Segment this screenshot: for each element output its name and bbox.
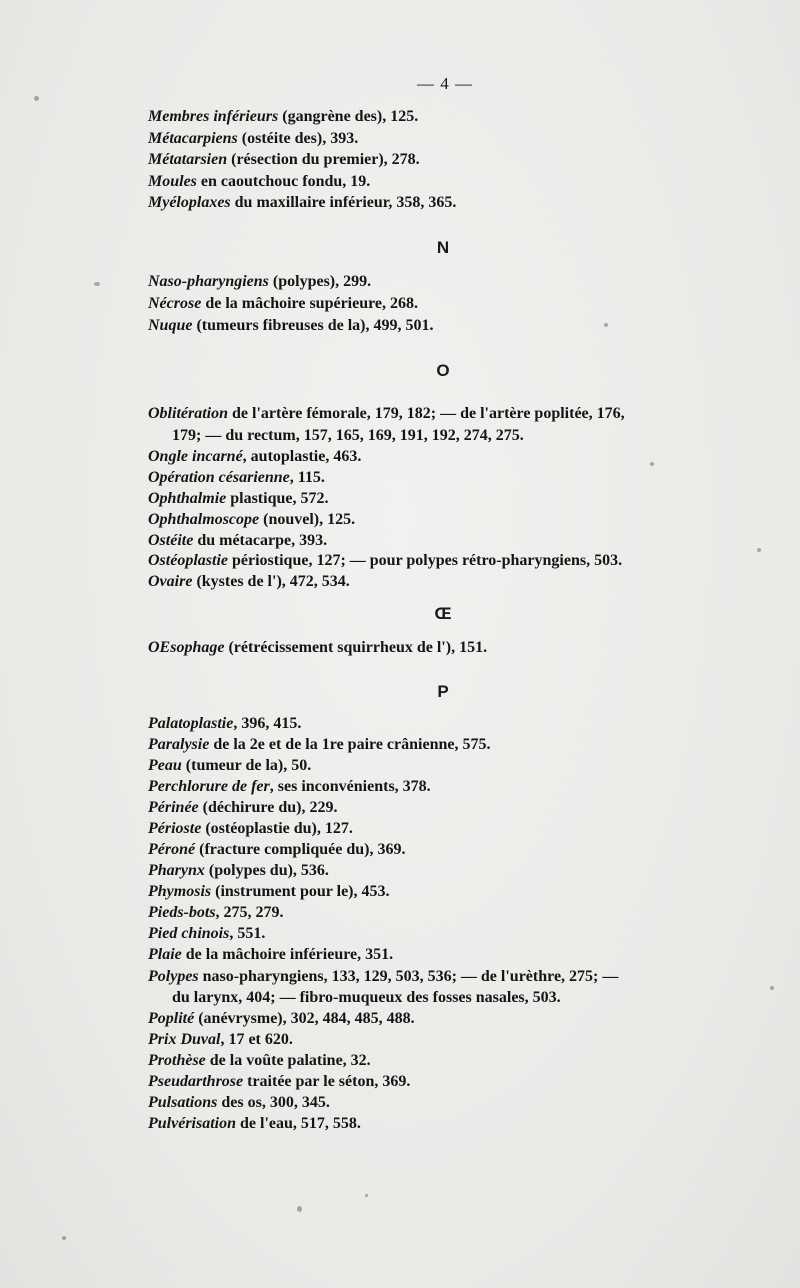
index-entry: Naso-pharyngiens (polypes), 299.	[148, 273, 372, 290]
index-entry: Polypes naso-pharyngiens, 133, 129, 503, 536; — de l'urèthre, 275; —	[148, 968, 619, 985]
index-entry-continuation: du larynx, 404; — fibro-muqueux des fosses nasales, 503.	[172, 989, 561, 1006]
page-number: — 4 —	[417, 74, 473, 93]
index-entry: Prothèse de la voûte palatine, 32.	[148, 1052, 371, 1069]
section-letter-p: P	[437, 682, 449, 701]
index-entry: Palatoplastie, 396, 415.	[148, 715, 302, 732]
index-entry: Membres inférieurs (gangrène des), 125.	[148, 108, 419, 125]
index-entry: Périnée (déchirure du), 229.	[148, 799, 338, 816]
index-entry: Ongle incarné, autoplastie, 463.	[148, 448, 362, 465]
index-entry: Métacarpiens (ostéite des), 393.	[148, 130, 359, 147]
index-entry: OEsophage (rétrécissement squirrheux de l'), 151.	[148, 639, 488, 656]
scan-speck	[650, 462, 654, 466]
index-entry: Pseudarthrose traitée par le séton, 369.	[148, 1073, 411, 1090]
index-entry: Myéloplaxes du maxillaire inférieur, 358, 365.	[148, 194, 457, 211]
index-entry: Ophthalmoscope (nouvel), 125.	[148, 511, 356, 528]
section-letter-n: N	[436, 238, 450, 257]
index-entry: Oblitération de l'artère fémorale, 179, 182; — de l'artère poplitée, 176,	[148, 405, 625, 422]
scan-speck	[770, 986, 774, 990]
index-entry: Pulvérisation de l'eau, 517, 558.	[148, 1115, 361, 1132]
scan-speck	[62, 1236, 66, 1240]
index-entry: Prix Duval, 17 et 620.	[148, 1031, 293, 1048]
index-entry: Plaie de la mâchoire inférieure, 351.	[148, 946, 394, 963]
index-entry: Pieds-bots, 275, 279.	[148, 904, 284, 921]
scan-speck	[297, 1206, 302, 1212]
index-entry: Périoste (ostéoplastie du), 127.	[148, 820, 353, 837]
index-entry: Moules en caoutchouc fondu, 19.	[148, 173, 371, 190]
section-letter-o: O	[436, 361, 450, 380]
index-entry: Nuque (tumeurs fibreuses de la), 499, 501.	[148, 317, 434, 334]
index-entry: Métatarsien (résection du premier), 278.	[148, 151, 420, 168]
scan-speck	[757, 548, 761, 552]
index-entry: Pulsations des os, 300, 345.	[148, 1094, 330, 1111]
index-entry-continuation: 179; — du rectum, 157, 165, 169, 191, 192, 274, 275.	[172, 427, 524, 444]
scan-speck	[94, 282, 100, 286]
index-entry: Ostéoplastie périostique, 127; — pour polypes rétro-pharyngiens, 503.	[148, 552, 623, 569]
index-entry: Nécrose de la mâchoire supérieure, 268.	[148, 295, 419, 312]
index-entry: Ovaire (kystes de l'), 472, 534.	[148, 573, 350, 590]
index-entry: Phymosis (instrument pour le), 453.	[148, 883, 390, 900]
scan-speck	[365, 1194, 368, 1197]
index-entry: Peau (tumeur de la), 50.	[148, 757, 312, 774]
index-entry: Péroné (fracture compliquée du), 369.	[148, 841, 406, 858]
index-entry: Pied chinois, 551.	[148, 925, 266, 942]
index-entry: Paralysie de la 2e et de la 1re paire crânienne, 575.	[148, 736, 491, 753]
scan-speck	[604, 323, 608, 327]
index-entry: Opération césarienne, 115.	[148, 469, 325, 486]
index-entry: Ostéite du métacarpe, 393.	[148, 532, 328, 549]
index-entry: Poplité (anévrysme), 302, 484, 485, 488.	[148, 1010, 415, 1027]
section-letter-oe: Œ	[434, 604, 452, 623]
index-entry: Pharynx (polypes du), 536.	[148, 862, 329, 879]
index-entry: Ophthalmie plastique, 572.	[148, 490, 329, 507]
scan-speck	[34, 96, 39, 101]
index-entry: Perchlorure de fer, ses inconvénients, 378.	[148, 778, 431, 795]
